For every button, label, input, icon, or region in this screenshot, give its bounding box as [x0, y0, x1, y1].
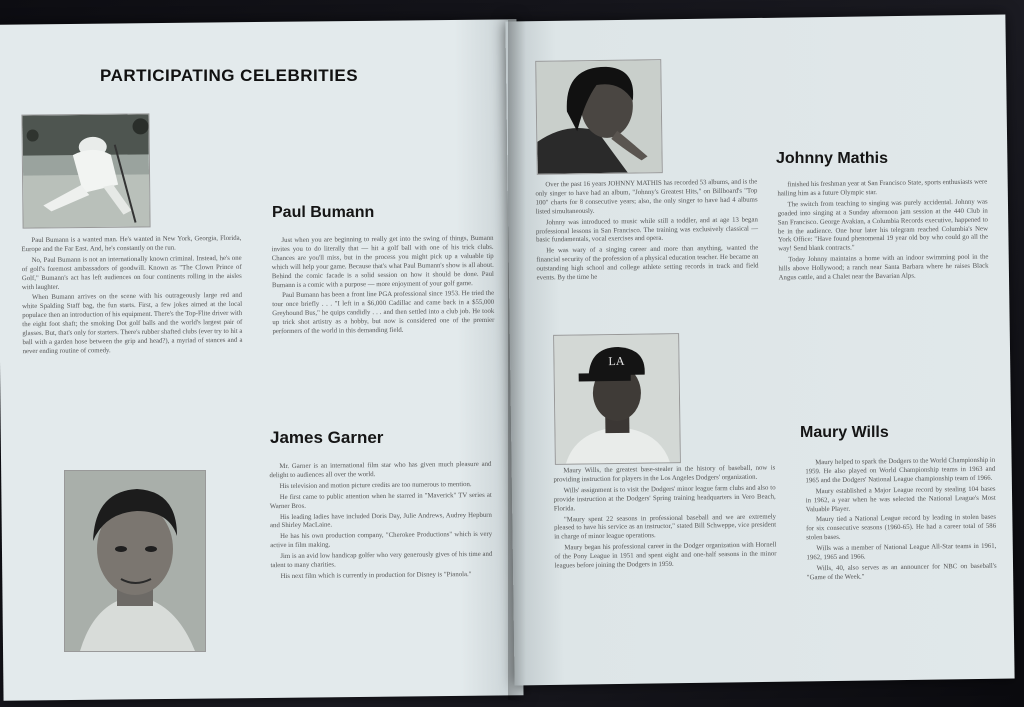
bio-paragraph: He was wary of a singing career and more than anything, wanted the financial security of the profession of a physical education teacher. He became an outstanding high school and college athlete setting records in track and field events. By the time he: [536, 244, 759, 282]
bio-paragraph: Maury Wills, the greatest base-stealer in the history of baseball, now is providing instruction for players in the Los Angeles Dodgers' organization.: [553, 464, 776, 484]
bio-paragraph: When Bumann arrives on the scene with his outrageously large red and white Spalding Staff bag, the fun starts. First, a few jokes aimed at the local populace then an introduction of his equipment. There's the Top-Flite driver with the eight foot shaft; the smoking Dot golf balls and the world's largest pair of glasses. But, that's only for starters. There's rubber shafted clubs (ever try to hit a ball with a garden hose between the grip and head?), a myriad of stances and a never ending routine of comedy.: [22, 292, 243, 356]
mathis-bio-col1: [535, 178, 758, 285]
bio-paragraph: Mr. Garner is an international film star who has given much pleasure and delight to audiences all over the world.: [269, 460, 492, 480]
bio-paragraph: His next film which is currently in production for Disney is "Pianola.": [280, 571, 472, 581]
garner-photo: [64, 470, 206, 652]
wills-bio-col1: [553, 464, 776, 573]
bio-paragraph: Over the past 16 years JOHNNY MATHIS has recorded 53 albums, and is the only singer to have had an album, "Johnny's Greatest Hits," on Billboard's "Top 100" charts for 8 consecutive years; also, the only singer to have had 4 albums listed simultaneously.: [535, 178, 758, 216]
bio-paragraph: Paul Bumann has been a front line PGA professional since 1953. He tried the tour once briefly . . . "I left in a $6,000 Cadillac and came back in a $55,000 Greyhound Bus," he quips candidly . . . and then settled into a club job. He took up trick shot artistry as a hobby, but now is considered one of the premier performers of the world in this demanding field.: [272, 290, 495, 336]
mathis-photo: [535, 59, 663, 175]
bio-paragraph: No, Paul Bumann is not an internationally known criminal. Instead, he's one of golf's foremost ambassadors of goodwill. Known as "The Clown Prince of Golf," Bumann's act has left audiences on four continents rolling in the aisles with laughter.: [21, 254, 242, 291]
bio-paragraph: "Maury spent 22 seasons in professional baseball and we are extremely pleased to have his service as an instructor," stated Bill Schweppe, vice president in charge of minor league operations.: [554, 512, 777, 541]
bio-paragraph: Maury established a Major League record by stealing 104 bases in 1962, a year when he was selected the National League's Most Valuable Player.: [805, 485, 996, 513]
bumann-photo: [21, 113, 150, 228]
bio-paragraph: Maury tied a National League record by leading in stolen bases for six consecutive seasons (1960-65). He had a career total of 586 stolen bases.: [806, 514, 997, 542]
wills-name: Maury Wills: [800, 424, 889, 441]
mathis-name: Johnny Mathis: [776, 150, 889, 167]
garner-bio: [269, 461, 492, 584]
garner-name: James Garner: [270, 428, 384, 447]
wills-photo: [553, 333, 681, 465]
bio-paragraph: Just when you are beginning to really get into the swing of things, Bumann invites you to do literally that — hit a golf ball with one of his trick clubs. Chances are you'll miss, but in the process you might pick up a valuable tip which will help your game. Because that's what Paul Bumann's show is all about. Behind the comic facade is a solid session on how it should be done. Paul Bumann is a comic with a purpose — more enjoyment of your golf game.: [271, 234, 494, 289]
bumann-name: Paul Bumann: [272, 204, 375, 221]
page-gutter: [508, 20, 526, 700]
mathis-bio-col2: [777, 179, 988, 286]
bio-paragraph: The switch from teaching to singing was purely accidental. Johnny was goaded into singing at a Sunday afternoon jam session at the 440 Club in San Francisco. George Avakian, a Columbia Records executive, happened to be in the audience. One hour later his telegram reached Columbia's New York Office: "Have found phenomenal 19 year old boy who could go all the way! Send blank contracts.": [777, 198, 989, 253]
bio-paragraph: He has his own production company, "Cherokee Productions" which is very active in film making.: [270, 531, 493, 550]
bio-paragraph: Paul Bumann is a wanted man. He's wanted in New York, Georgia, Florida, Europe and the Far East. And, he's constantly on the run.: [21, 234, 242, 254]
bio-paragraph: Jim is an avid low handicap golfer who very generously gives of his time and talent to many charities.: [270, 550, 493, 570]
wills-bio-col2: [805, 457, 997, 585]
bio-paragraph: Johnny was introduced to music while still a toddler, and at age 13 began professional lessons in San Francisco. The training was exclusively classical — basic fundamentals, vocal exercises and opera.: [535, 216, 759, 244]
bio-paragraph: His television and motion picture credits are too numerous to mention.: [279, 480, 472, 490]
svg-text:LA: LA: [608, 353, 625, 369]
bio-paragraph: Wills was a member of National League All-Star teams in 1961, 1962, 1965 and 1966.: [806, 542, 997, 562]
bio-paragraph: Maury began his professional career in the Dodger organization with Hornell of the Pony League in 1951 and spent eight and one-half seasons in the minor leagues before joining the Dodgers in 1959.: [554, 541, 777, 570]
bio-paragraph: His leading ladies have included Doris Day, Julie Andrews, Audrey Hepburn and Shirley MacLaine.: [269, 511, 492, 530]
bio-paragraph: Wills' assignment is to visit the Dodgers' minor league farm clubs and also to provide instruction at the Dodgers' Spring training headquarters in Vero Beach, Florida.: [553, 484, 776, 513]
bio-paragraph: Today Johnny maintains a home with an indoor swimming pool in the hills above Hollywood; a ranch near Santa Barbara where he raises Black Angus cattle, and a Chalet near the Bavarian Alps.: [778, 253, 989, 282]
bio-paragraph: Maury helped to spark the Dodgers to the World Championship in 1959. He also played on World Championship teams in 1963 and 1965 and the Dodgers' National League championship team of 1966.: [805, 456, 996, 485]
page-heading: PARTICIPATING CELEBRITIES: [100, 66, 359, 85]
bio-paragraph: He first came to public attention when he starred in "Maverick" TV series at Warner Bros.: [269, 491, 492, 510]
bio-paragraph: Wills, 40, also serves as an announcer for NBC on baseball's "Game of the Week.": [806, 562, 997, 582]
bio-paragraph: finished his freshman year at San Francisco State, sports enthusiasts were hailing him as a future Olympic star.: [777, 178, 988, 198]
bumann-bio-col1: [21, 235, 242, 359]
bumann-bio-col2: [271, 235, 494, 339]
